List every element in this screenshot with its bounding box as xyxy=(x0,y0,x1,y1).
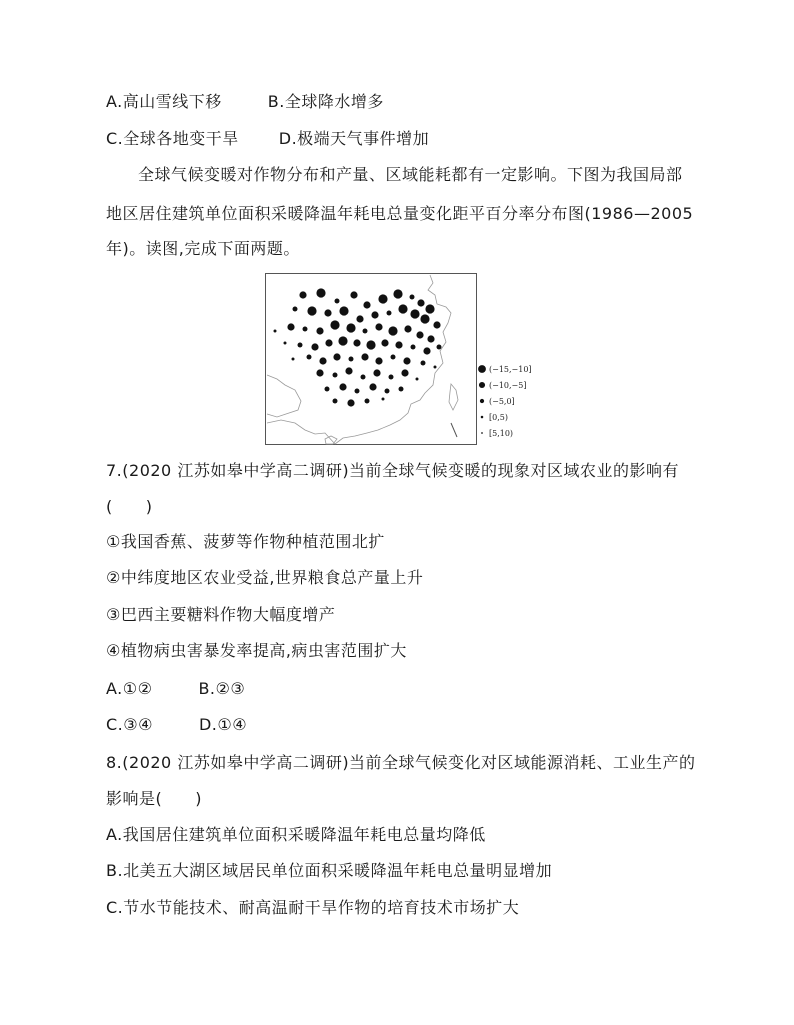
map-dot xyxy=(433,321,440,328)
map-dot xyxy=(319,357,326,364)
map-dot xyxy=(361,353,368,360)
map-dot xyxy=(417,299,424,306)
map-dot xyxy=(298,343,303,348)
q7-item-4: ④植物病虫害暴发率提高,病虫害范围扩大 xyxy=(106,641,407,660)
q8-stem-line-1: 8.(2020 江苏如皋中学高二调研)当前全球气候变化对区域能源消耗、工业生产的 xyxy=(106,753,696,772)
legend-label: (−15,−10] xyxy=(489,365,532,374)
map-dot xyxy=(369,383,376,390)
map-dot xyxy=(375,357,382,364)
legend-symbol xyxy=(478,365,486,373)
map-dot xyxy=(339,383,346,390)
map-dot xyxy=(356,315,363,322)
map-dot xyxy=(274,330,277,333)
map-dot xyxy=(411,345,416,350)
map-dot xyxy=(375,323,382,330)
map-dot xyxy=(434,366,437,369)
map-dot xyxy=(346,323,355,332)
map-dot xyxy=(427,335,434,342)
q7-item-2: ②中纬度地区农业受益,世界粮食总产量上升 xyxy=(106,568,424,587)
map-dot xyxy=(325,339,332,346)
map-dot xyxy=(410,309,419,318)
map-svg xyxy=(265,273,532,446)
legend-symbol xyxy=(481,416,484,419)
energy-anomaly-map xyxy=(265,273,532,450)
map-dot xyxy=(389,375,394,380)
q7-option-b: B.②③ xyxy=(198,679,246,698)
map-dot xyxy=(316,288,325,297)
map-dot xyxy=(399,387,404,392)
prev-option-d: D.极端天气事件增加 xyxy=(278,129,430,148)
map-dot xyxy=(284,342,287,345)
prev-question-options-row1 xyxy=(106,91,384,113)
q7-options-row1 xyxy=(106,678,245,700)
map-dot xyxy=(363,301,370,308)
map-dot xyxy=(333,399,338,404)
prev-option-b: B.全球降水增多 xyxy=(267,92,384,111)
map-dot xyxy=(338,336,347,345)
map-dot xyxy=(393,289,402,298)
map-dot xyxy=(330,320,339,329)
map-dot xyxy=(324,309,331,316)
map-dot xyxy=(311,343,318,350)
map-dot xyxy=(355,389,360,394)
intro-line-3: 年)。读图,完成下面两题。 xyxy=(106,239,300,258)
q7-stem: 7.(2020 江苏如皋中学高二调研)当前全球气候变暖的现象对区域农业的影响有 xyxy=(106,461,680,480)
map-dot xyxy=(423,347,430,354)
map-dot xyxy=(421,361,426,366)
map-dot xyxy=(292,358,295,361)
map-dot xyxy=(365,399,370,404)
map-dot xyxy=(347,399,354,406)
map-dot xyxy=(353,339,360,346)
legend-label: [0,5) xyxy=(489,413,508,422)
q7-item-3: ③巴西主要糖料作物大幅度增产 xyxy=(106,605,336,624)
legend-label: (−10,−5] xyxy=(489,381,527,390)
map-dot xyxy=(416,378,419,381)
map-dot xyxy=(339,306,348,315)
legend-symbol xyxy=(479,382,485,388)
map-dot xyxy=(333,373,338,378)
map-dot xyxy=(404,325,411,332)
legend-symbol xyxy=(480,399,484,403)
map-dot xyxy=(316,369,323,376)
map-dot xyxy=(293,307,298,312)
intro-line-2: 地区居住建筑单位面积采暖降温年耗电总量变化距平百分率分布图(1986—2005 xyxy=(106,204,694,223)
map-dot xyxy=(387,311,392,316)
q7-item-1: ①我国香蕉、菠萝等作物种植范围北扩 xyxy=(106,532,385,551)
map-legend xyxy=(478,365,531,438)
map-dot xyxy=(385,389,390,394)
q7-option-c: C.③④ xyxy=(106,715,153,734)
map-dot xyxy=(388,326,397,335)
map-dot xyxy=(349,357,354,362)
q7-option-a: A.①② xyxy=(106,679,153,698)
legend-symbol xyxy=(481,432,483,434)
map-dot xyxy=(307,306,316,315)
q7-options-row2 xyxy=(106,714,247,736)
map-dot xyxy=(382,398,385,401)
map-dot xyxy=(373,369,380,376)
map-dot xyxy=(381,339,388,346)
map-dot xyxy=(403,357,410,364)
q7-bracket: ( ) xyxy=(106,497,153,516)
map-dot xyxy=(420,314,429,323)
map-dot xyxy=(378,294,387,303)
map-dot xyxy=(401,369,408,376)
q8-option-c: C.节水节能技术、耐高温耐干旱作物的培育技术市场扩大 xyxy=(106,898,520,917)
map-dot xyxy=(391,355,396,360)
map-dot xyxy=(425,304,434,313)
intro-line-1: 全球气候变暖对作物分布和产量、区域能耗都有一定影响。下图为我国局部 xyxy=(138,165,683,184)
q8-stem-line-2: 影响是( ) xyxy=(106,789,202,808)
map-dot xyxy=(410,295,415,300)
map-dot xyxy=(416,331,423,338)
map-dot xyxy=(350,291,357,298)
prev-question-options-row2 xyxy=(106,128,429,150)
map-dot xyxy=(345,367,352,374)
map-dot xyxy=(361,375,366,380)
map-dot xyxy=(299,291,306,298)
legend-label: (−5,0] xyxy=(489,397,515,406)
map-dot xyxy=(303,327,308,332)
map-dot xyxy=(325,387,330,392)
map-dot xyxy=(371,311,378,318)
map-dot xyxy=(335,299,340,304)
prev-option-a: A.高山雪线下移 xyxy=(106,92,222,111)
q8-option-a: A.我国居住建筑单位面积采暖降温年耗电总量均降低 xyxy=(106,825,486,844)
map-dot xyxy=(363,329,368,334)
q7-option-d: D.①④ xyxy=(198,715,248,734)
map-frame xyxy=(266,274,477,445)
map-dot xyxy=(398,304,407,313)
map-dot xyxy=(287,323,294,330)
map-dot xyxy=(316,327,323,334)
map-dot xyxy=(366,340,375,349)
prev-option-c: C.全球各地变干旱 xyxy=(106,129,239,148)
map-dot xyxy=(395,341,402,348)
map-dot xyxy=(437,345,442,350)
q8-option-b: B.北美五大湖区域居民单位面积采暖降温年耗电总量明显增加 xyxy=(106,861,553,880)
legend-label: [5,10) xyxy=(489,429,514,438)
map-dot xyxy=(307,355,312,360)
map-dot xyxy=(333,353,340,360)
